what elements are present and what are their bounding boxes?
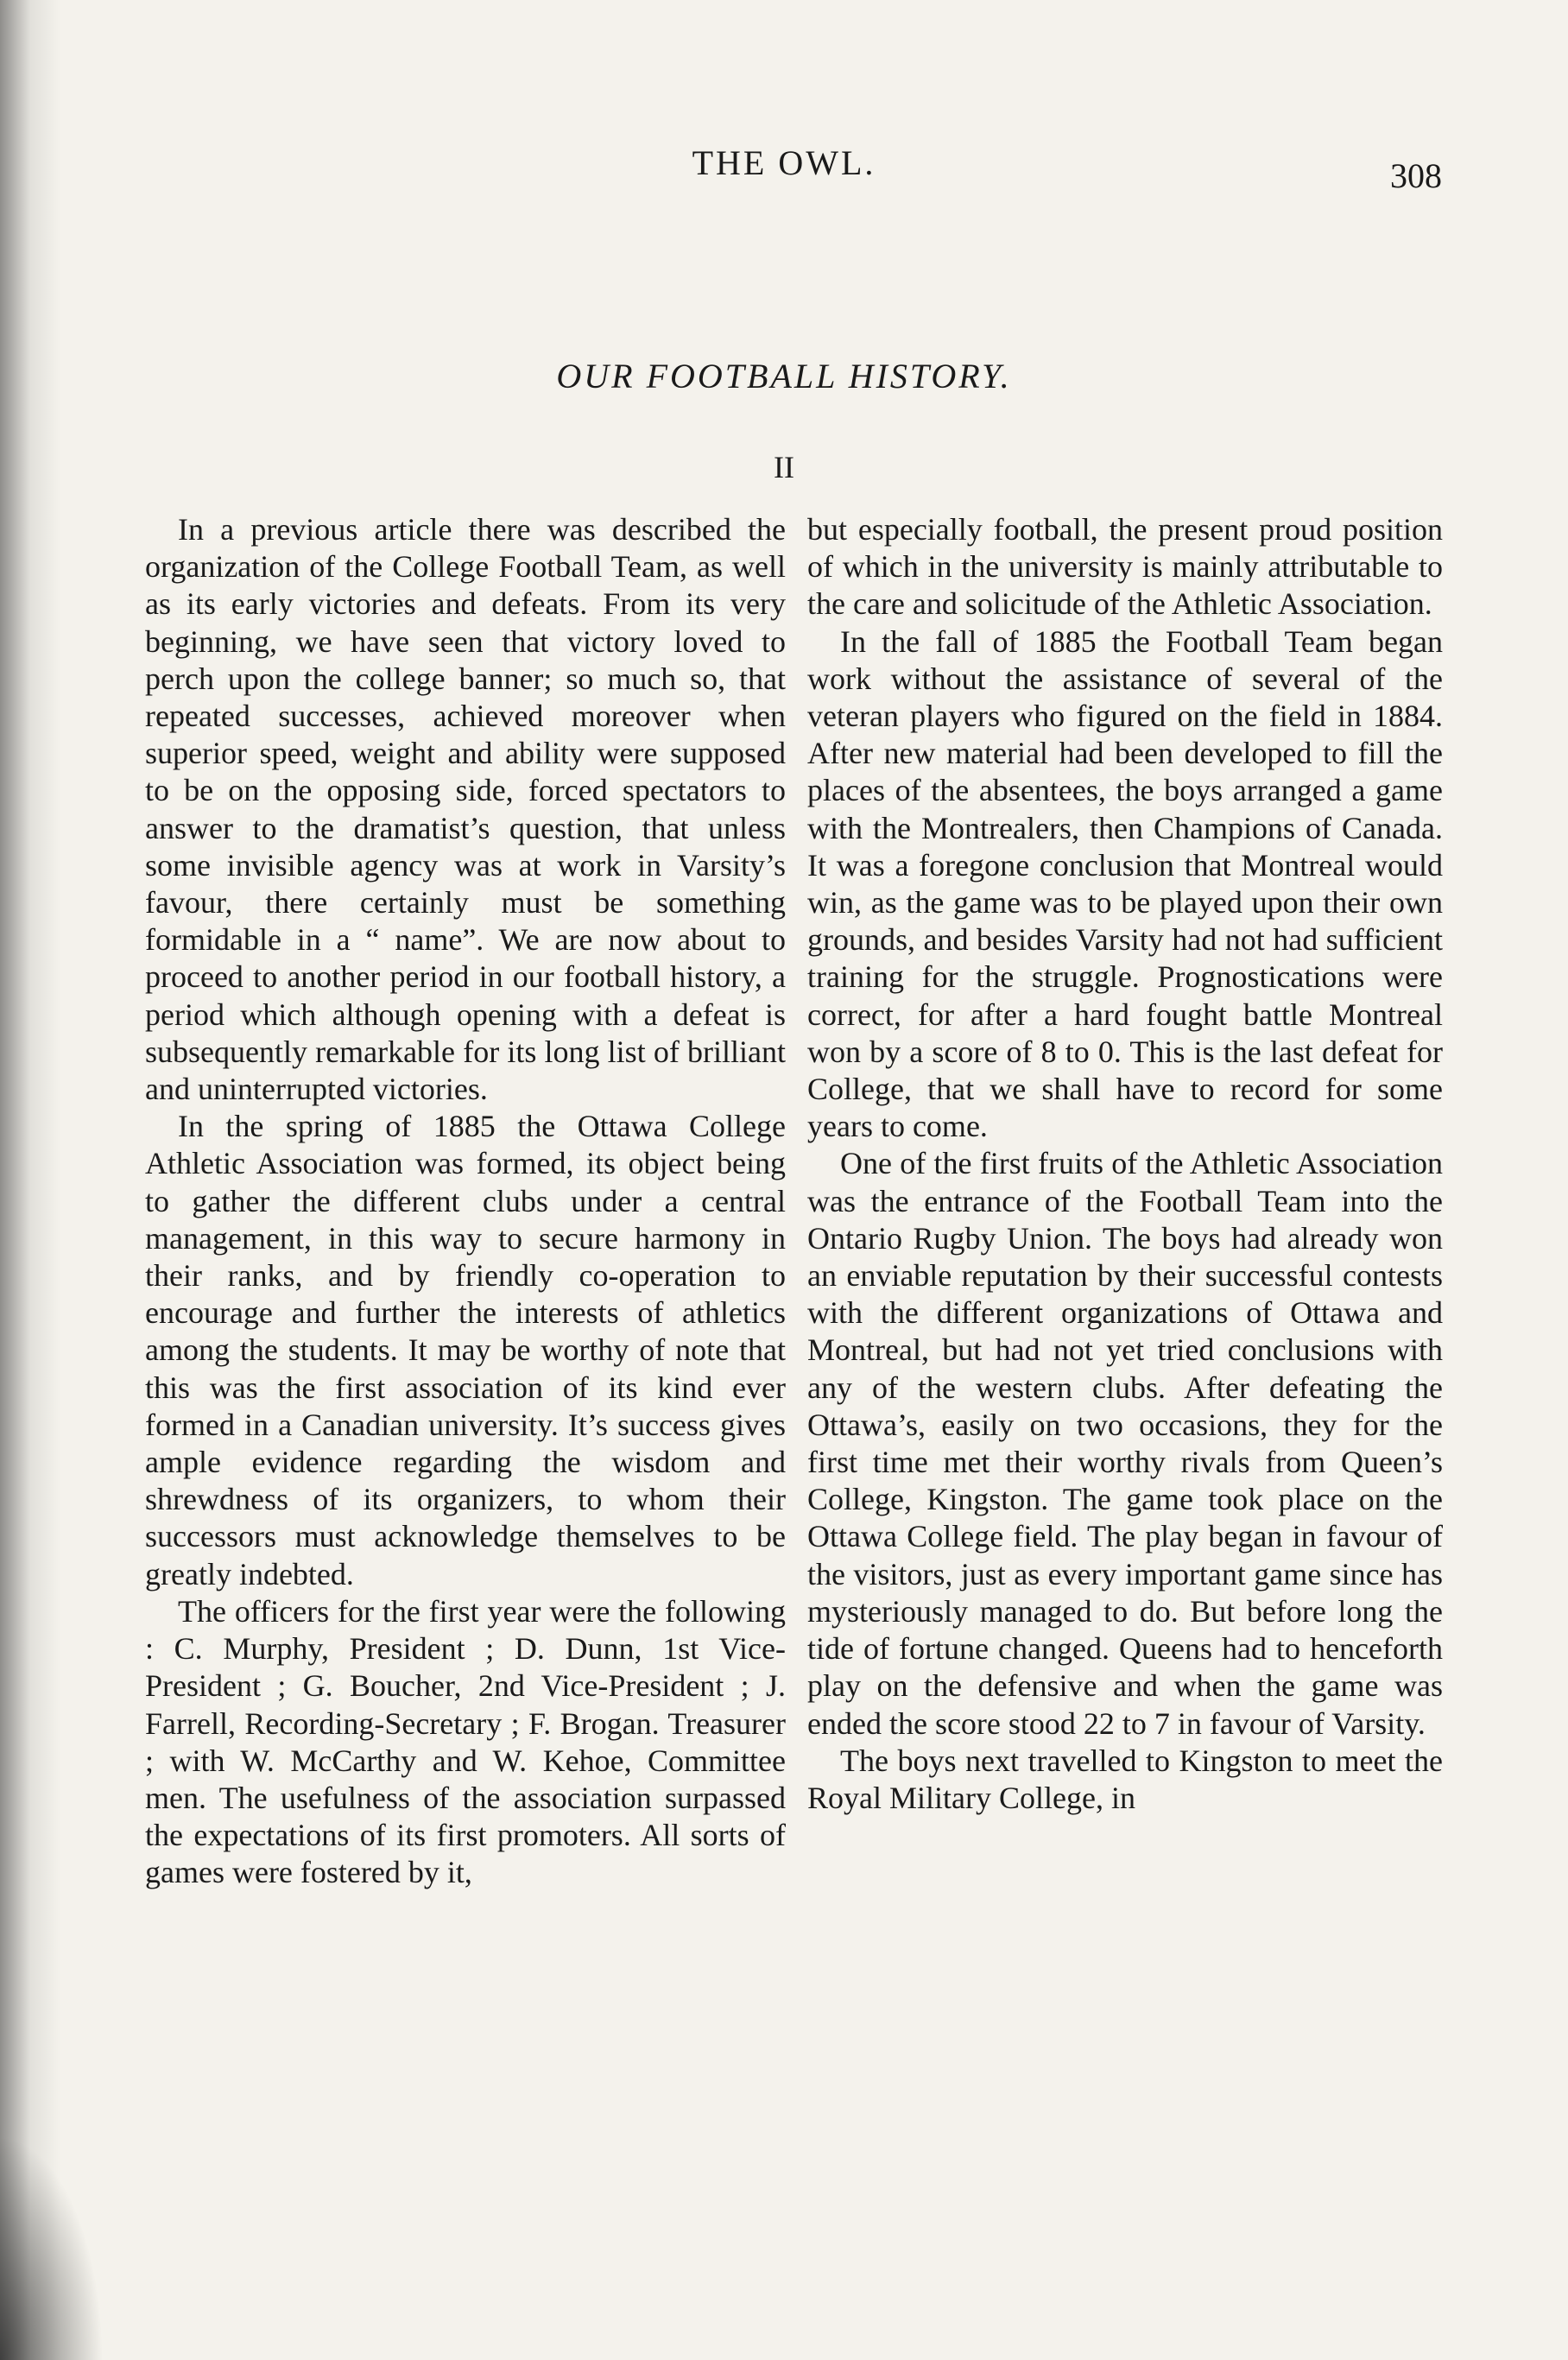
paragraph: In the spring of 1885 the Ottawa College Athletic Association was formed, its object being to gather the different clubs under a central management, in this way to secure harmony in their ranks, and by friendly co-operation to encourage and further the interests of athletics among the students. It may be worthy of note that this was the first association of its kind ever formed in a Canadian university. It’s success gives ample evidence regarding the wisdom and shrewdness of its organizers, to whom their successors must acknowledge themselves to be greatly indebted.: [145, 1109, 786, 1591]
page-edge-shadow: [0, 0, 60, 2360]
paragraph: One of the first fruits of the Athletic Association was the entrance of the Football Team into the Ontario Rugby Union. The boys had already won an enviable reputation by their successful contests with the different organizations of Ottawa and Montreal, but had not yet tried conclusions with any of the western clubs. After defeating the Ottawa’s, easily on two occasions, they for the first time met their worthy rivals from Queen’s College, Kingston. The game took place on the Ottawa College field. The play began in favour of the visitors, just as every important game since has mysteriously managed to do. But before long the tide of fortune changed. Queens had to henceforth play on the defensive and when the game was ended the score stood 22 to 7 in favour of Varsity.: [807, 1146, 1443, 1741]
right-column: [807, 511, 1443, 1817]
article-title: OUR FOOTBALL HISTORY.: [556, 357, 1012, 395]
paragraph: The officers for the first year were the following : C. Murphy, President ; D. Dunn, 1st Vice-President ; G. Boucher, 2nd Vice-President ; J. Farrell, Recording-Secretary ; F. Brogan. Treasurer ; with W. McCarthy and W. Kehoe, Committee men. The usefulness of the association surpassed the expectations of its first promoters. All sorts of games were fostered by it,: [145, 1593, 786, 1890]
paragraph: but especially football, the present proud position of which in the university is mainly attributable to the care and solicitude of the Athletic Association.: [807, 512, 1443, 622]
page-number: 308: [1390, 156, 1442, 195]
paragraph: In the fall of 1885 the Football Team began work without the assistance of several of the veteran players who figured on the field in 1884. After new material had been developed to fill the places of the absentees, the boys arranged a game with the Montrealers, then Champions of Canada. It was a foregone conclusion that Montreal would win, as the game was to be played upon their own grounds, and besides Varsity had not had sufficient training for the struggle. Prognostications were correct, for after a hard fought battle Montreal won by a score of 8 to 0. This is the last defeat for College, that we shall have to record for some years to come.: [807, 623, 1443, 1144]
paragraph: In a previous article there was described the organization of the College Football Team, as well as its early victories and defeats. From its very beginning, we have seen that victory loved to perch upon the college banner; so much so, that repeated successes, achieved moreover when superior speed, weight and ability were supposed to be on the opposing side, forced spectators to answer to the dramatist’s question, that unless some invisible agency was at work in Varsity’s favour, there certainly must be something formidable in a “ name”. We are now about to proceed to another period in our football history, a period which although opening with a defeat is subsequently remarkable for its long list of brilliant and uninterrupted victories.: [145, 512, 786, 1107]
part-number: II: [774, 450, 794, 484]
running-head: THE OWL.: [692, 143, 876, 182]
page-corner-shadow: [0, 2135, 104, 2360]
left-column: [145, 511, 786, 1892]
paragraph: The boys next travelled to Kingston to meet the Royal Military College, in: [807, 1743, 1443, 1815]
